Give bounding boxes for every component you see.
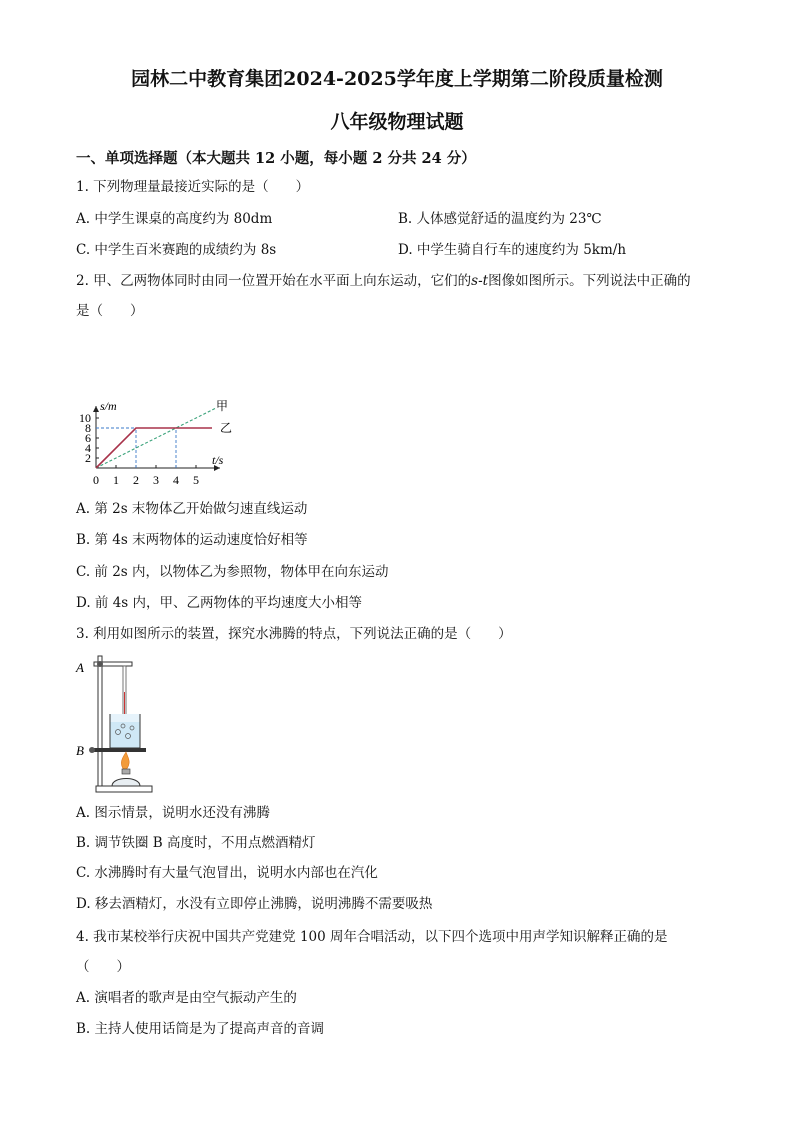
series-label-yi: 乙 <box>220 421 233 435</box>
question-3-option-d: D. 移去酒精灯，水没有立即停止沸腾，说明沸腾不需要吸热 <box>76 896 433 912</box>
question-4-option-b: B. 主持人使用话筒是为了提高声音的音调 <box>76 1021 325 1037</box>
question-1-option-b: B. 人体感觉舒适的温度约为 23℃ <box>398 211 602 227</box>
question-1-option-c: C. 中学生百米赛跑的成绩约为 8s <box>76 242 277 258</box>
question-2-option-b: B. 第 4s 末两物体的运动速度恰好相等 <box>76 532 308 548</box>
flame <box>121 752 129 770</box>
st-graph <box>76 332 246 492</box>
question-2-stem-pre: 2. 甲、乙两物体同时由同一位置开始在水平面上向东运动，它们的 <box>76 273 472 289</box>
stand-base <box>96 786 152 792</box>
clamp-knob <box>97 661 103 667</box>
question-3-option-b: B. 调节铁圈 B 高度时，不用点燃酒精灯 <box>76 835 316 851</box>
x-axis-label: t/s <box>212 453 224 467</box>
x-tick-label: 4 <box>173 473 179 487</box>
iron-ring <box>94 748 146 752</box>
stand-rod <box>98 656 102 786</box>
question-2-stem-post: 图像如图所示。下列说法中正确的 <box>488 273 691 289</box>
question-4-stem-line-1: 4. 我市某校举行庆祝中国共产党建党 100 周年合唱活动，以下四个选项中用声学知识解释正确的是 <box>76 929 668 945</box>
x-tick-label: 2 <box>133 473 139 487</box>
y-tick-label: 4 <box>85 441 91 455</box>
y-axis-label: s/m <box>100 399 117 413</box>
alcohol-lamp <box>112 779 140 787</box>
y-tick-label: 6 <box>85 431 91 445</box>
ring-knob <box>89 747 95 753</box>
label-a: A <box>76 660 84 675</box>
section-heading: 一、单项选择题（本大题共 12 小题，每小题 2 分共 24 分） <box>76 150 476 167</box>
exam-subtitle: 八年级物理试题 <box>330 111 464 133</box>
series-label-jia: 甲 <box>216 399 229 413</box>
question-1-option-a: A. 中学生课桌的高度约为 80dm <box>76 211 273 227</box>
y-tick-label: 2 <box>85 451 91 465</box>
question-4-stem-line-2: （ ） <box>76 959 130 975</box>
question-2-stem-italic: s-t <box>471 273 489 289</box>
exam-title: 园林二中教育集团2024-2025学年度上学期第二阶段质量检测 <box>131 68 663 90</box>
x-tick-label: 3 <box>153 473 159 487</box>
question-4-option-a: A. 演唱者的歌声是由空气振动产生的 <box>76 990 297 1006</box>
question-2-option-d: D. 前 4s 内，甲、乙两物体的平均速度大小相等 <box>76 595 363 611</box>
question-1-stem: 1. 下列物理量最接近实际的是（ ） <box>76 179 310 195</box>
x-tick-label: 1 <box>113 473 119 487</box>
question-3-option-c: C. 水沸腾时有大量气泡冒出，说明水内部也在汽化 <box>76 865 378 881</box>
boiling-apparatus-figure <box>74 652 154 796</box>
series-line-yi <box>96 428 212 468</box>
question-2-stem-line-2: 是（ ） <box>76 303 144 319</box>
series-line-jia <box>96 408 216 468</box>
x-tick-label: 0 <box>93 473 99 487</box>
lamp-wick-holder <box>122 769 130 774</box>
question-2-option-a: A. 第 2s 末物体乙开始做匀速直线运动 <box>76 501 308 517</box>
y-tick-label: 10 <box>79 411 91 425</box>
question-2-option-c: C. 前 2s 内，以物体乙为参照物，物体甲在向东运动 <box>76 564 389 580</box>
y-axis-arrow <box>93 406 99 412</box>
question-3-option-a: A. 图示情景，说明水还没有沸腾 <box>76 805 270 821</box>
question-1-option-d: D. 中学生骑自行车的速度约为 5km/h <box>398 242 627 258</box>
x-tick-label: 5 <box>193 473 199 487</box>
question-2-stem-line-1 <box>76 272 691 290</box>
y-tick-label: 8 <box>85 421 91 435</box>
question-3-stem: 3. 利用如图所示的装置，探究水沸腾的特点，下列说法正确的是（ ） <box>76 626 512 642</box>
label-b: B <box>76 743 84 758</box>
